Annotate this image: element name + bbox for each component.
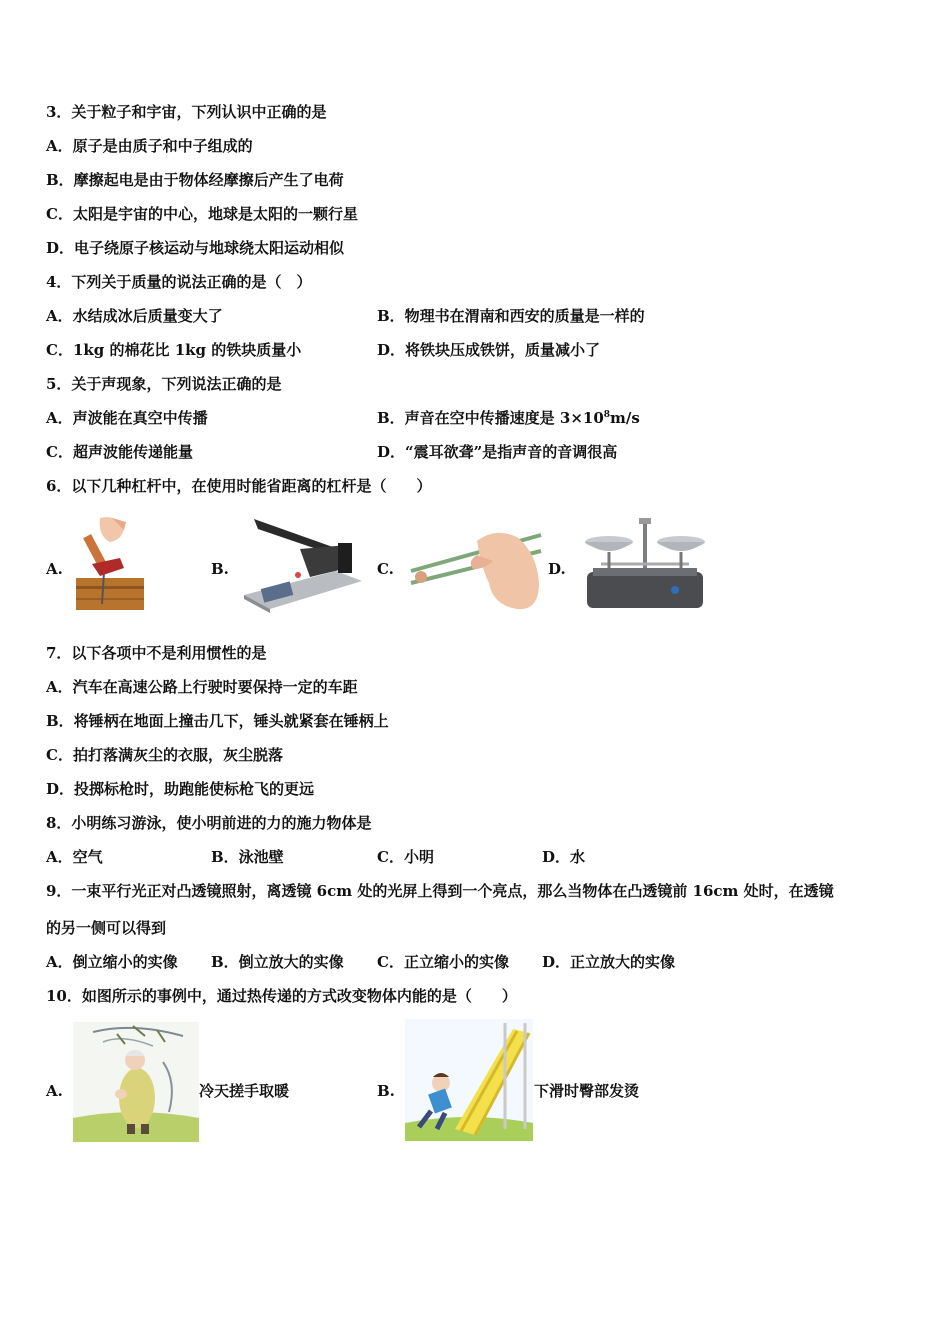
q6-label-c[interactable]: C.: [377, 560, 394, 578]
q7-stem: 7．以下各项中不是利用惯性的是: [46, 644, 267, 662]
q5-stem: 5．关于声现象，下列说法正确的是: [46, 375, 282, 393]
q5-option-b[interactable]: [377, 408, 640, 428]
q10-caption-a: 冷天搓手取暖: [199, 1082, 290, 1100]
q4-option-d[interactable]: D．将铁块压成铁饼，质量减小了: [377, 341, 601, 359]
hammer-nail-image: [72, 514, 146, 612]
q5-option-b-unit: m/s: [610, 409, 640, 427]
q10-label-b[interactable]: B.: [377, 1082, 395, 1100]
stapler-image: [240, 515, 366, 613]
q3-option-a[interactable]: A．原子是由质子和中子组成的: [46, 137, 253, 155]
q4-option-a[interactable]: A．水结成冰后质量变大了: [46, 307, 223, 325]
q3-stem: 3．关于粒子和宇宙，下列认识中正确的是: [46, 103, 327, 121]
q8-option-d[interactable]: D．水: [542, 848, 586, 866]
rubbing-hands-image: [73, 1022, 199, 1142]
slide-image: [405, 1019, 533, 1141]
q5-option-b-text: B．声音在空中传播速度是 3×10: [377, 409, 604, 427]
chopsticks-image: [407, 527, 545, 613]
q4-option-c[interactable]: C．1kg 的棉花比 1kg 的铁块质量小: [46, 341, 302, 359]
balance-scale-image: [577, 514, 713, 612]
q10-caption-b: 下滑时臀部发烫: [534, 1082, 640, 1100]
q8-option-a[interactable]: A．空气: [46, 848, 103, 866]
q6-label-d[interactable]: D.: [548, 560, 566, 578]
q10-label-a[interactable]: A.: [46, 1082, 63, 1100]
q5-option-b-exponent: 8: [603, 410, 611, 420]
q9-option-a[interactable]: A．倒立缩小的实像: [46, 953, 178, 971]
q6-label-b[interactable]: B.: [211, 560, 229, 578]
q6-label-a[interactable]: A.: [46, 560, 63, 578]
q10-stem: 10．如图所示的事例中，通过热传递的方式改变物体内能的是（ ）: [46, 987, 517, 1005]
q5-option-c[interactable]: C．超声波能传递能量: [46, 443, 193, 461]
q8-option-b[interactable]: B．泳池壁: [211, 848, 284, 866]
q4-stem: 4．下列关于质量的说法正确的是（ ）: [46, 273, 312, 291]
q3-option-c[interactable]: C．太阳是宇宙的中心，地球是太阳的一颗行星: [46, 205, 358, 223]
q7-option-d[interactable]: D．投掷标枪时，助跑能使标枪飞的更远: [46, 780, 315, 798]
q9-option-d[interactable]: D．正立放大的实像: [542, 953, 676, 971]
q3-option-b[interactable]: B．摩擦起电是由于物体经摩擦后产生了电荷: [46, 171, 344, 189]
q4-option-b[interactable]: B．物理书在渭南和西安的质量是一样的: [377, 307, 645, 325]
q7-option-c[interactable]: C．拍打落满灰尘的衣服，灰尘脱落: [46, 746, 283, 764]
q3-option-d[interactable]: D．电子绕原子核运动与地球绕太阳运动相似: [46, 239, 345, 257]
q5-option-d[interactable]: D．“震耳欲聋”是指声音的音调很高: [377, 443, 618, 461]
q8-stem: 8．小明练习游泳，使小明前进的力的施力物体是: [46, 814, 372, 832]
q9-stem-line1: 9．一束平行光正对凸透镜照射，离透镜 6cm 处的光屏上得到一个亮点，那么当物体在凸透镜前 16cm 处时，在透镜: [46, 882, 834, 900]
q6-stem: 6．以下几种杠杆中，在使用时能省距离的杠杆是（ ）: [46, 477, 432, 495]
q9-option-c[interactable]: C．正立缩小的实像: [377, 953, 509, 971]
q8-option-c[interactable]: C．小明: [377, 848, 434, 866]
q7-option-a[interactable]: A．汽车在高速公路上行驶时要保持一定的车距: [46, 678, 358, 696]
q9-option-b[interactable]: B．倒立放大的实像: [211, 953, 344, 971]
q7-option-b[interactable]: B．将锤柄在地面上撞击几下，锤头就紧套在锤柄上: [46, 712, 389, 730]
q9-stem-line2: 的另一侧可以得到: [46, 919, 167, 937]
q5-option-a[interactable]: A．声波能在真空中传播: [46, 409, 208, 427]
